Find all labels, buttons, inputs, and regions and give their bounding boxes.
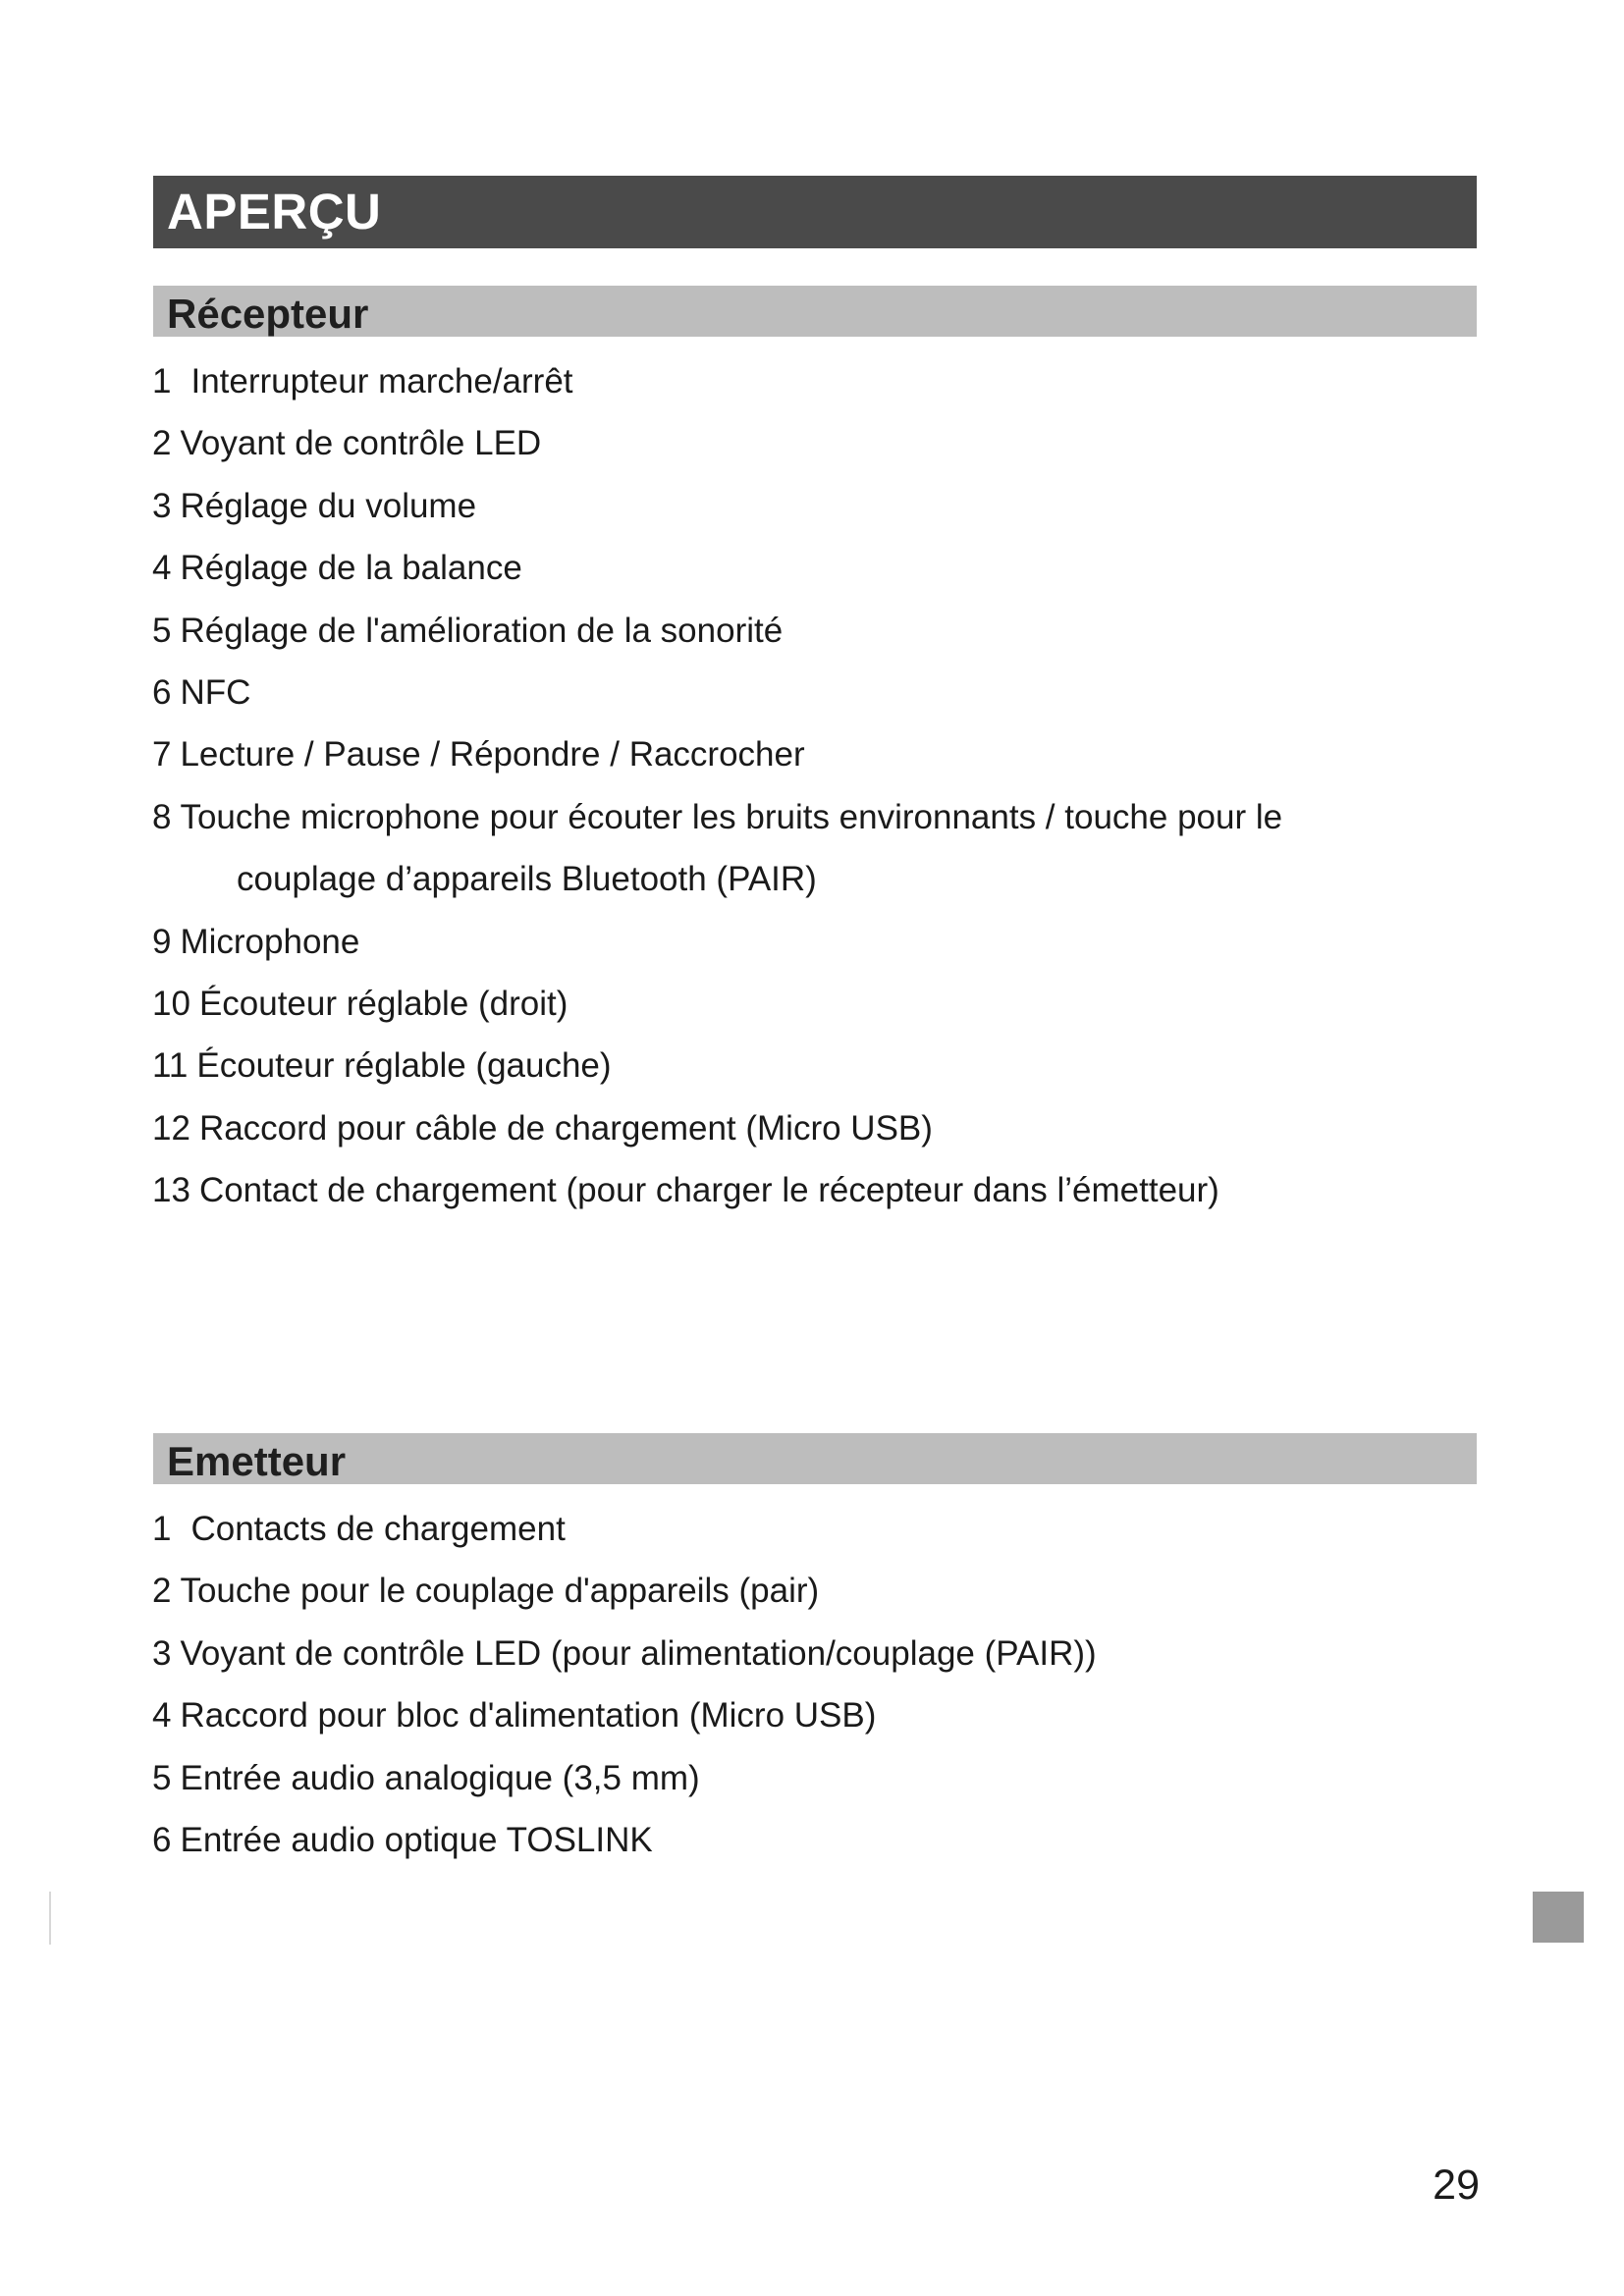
item-number: 2 [152,424,172,463]
page-title-bar [153,176,1477,248]
item-text: Entrée audio optique TOSLINK [180,1821,653,1860]
list-item [152,911,1478,973]
section-header-emetteur [153,1433,1477,1484]
item-text: Réglage du volume [180,486,477,525]
item-text: Réglage de la balance [180,549,522,588]
item-number: 12 [152,1108,190,1148]
item-number: 1 [152,362,172,400]
item-number: 6 [152,673,172,713]
item-text-continuation: couplage d’appareils Bluetooth (PAIR) [237,860,817,899]
item-text: Voyant de contrôle LED [180,424,542,463]
list-item [152,1809,1478,1871]
list-item [152,1097,1478,1159]
item-number: 8 [152,797,172,836]
item-number: 4 [152,549,172,588]
item-number: 5 [152,1758,172,1797]
list-item [152,475,1478,537]
item-number: 2 [152,1572,172,1611]
item-text: Raccord pour bloc d'alimentation (Micro USB) [180,1696,877,1735]
item-text: Touche pour le couplage d'appareils (pair) [180,1572,820,1611]
section-title-emetteur: Emetteur [167,1438,347,1484]
item-number: 13 [152,1171,190,1210]
item-number: 5 [152,611,172,650]
item-number: 11 [152,1046,189,1086]
list-item [152,1747,1478,1809]
left-margin-rule [49,1892,51,1945]
item-text: Contact de chargement (pour charger le récepteur dans l’émetteur) [198,1171,1219,1210]
list-item [152,412,1478,474]
item-number: 7 [152,735,172,774]
list-item [152,537,1478,599]
list-item [152,1498,1478,1560]
item-text: Interrupteur marche/arrêt [190,362,573,400]
list-item [152,662,1478,723]
section-title-recepteur: Récepteur [167,291,369,337]
list-item [152,1623,1478,1684]
list-item [152,1035,1478,1096]
list-item [152,786,1478,911]
item-text: Entrée audio analogique (3,5 mm) [180,1758,700,1797]
item-text: Écouteur réglable (gauche) [196,1046,612,1086]
recepteur-parts-list [152,350,1478,1222]
item-number: 10 [152,985,190,1024]
list-item [152,1159,1478,1221]
item-number: 6 [152,1821,172,1860]
list-item [152,973,1478,1035]
item-text: Écouteur réglable (droit) [198,985,568,1024]
item-text: Lecture / Pause / Répondre / Raccrocher [180,735,805,774]
page-title: APERÇU [167,184,382,240]
item-text: Contacts de chargement [190,1510,566,1548]
item-text: Touche microphone pour écouter les bruits environnants / touche pour le [180,797,1283,836]
item-text: Voyant de contrôle LED (pour alimentation/couplage (PAIR)) [180,1633,1097,1673]
item-text: Réglage de l'amélioration de la sonorité [180,611,784,650]
list-item [152,1684,1478,1746]
list-item [152,1560,1478,1622]
list-item [152,600,1478,662]
item-text: NFC [180,673,251,713]
section-marker-square [1533,1892,1584,1943]
emetteur-parts-list [152,1498,1478,1871]
page-number: 29 [1433,2162,1480,2209]
item-text: Raccord pour câble de chargement (Micro USB) [198,1108,933,1148]
item-number: 4 [152,1696,172,1735]
section-header-recepteur [153,286,1477,337]
item-number: 3 [152,486,172,525]
item-number: 9 [152,922,172,961]
list-item [152,350,1478,412]
item-number: 3 [152,1633,172,1673]
item-number: 1 [152,1510,172,1548]
item-text: Microphone [180,922,360,961]
list-item [152,723,1478,785]
